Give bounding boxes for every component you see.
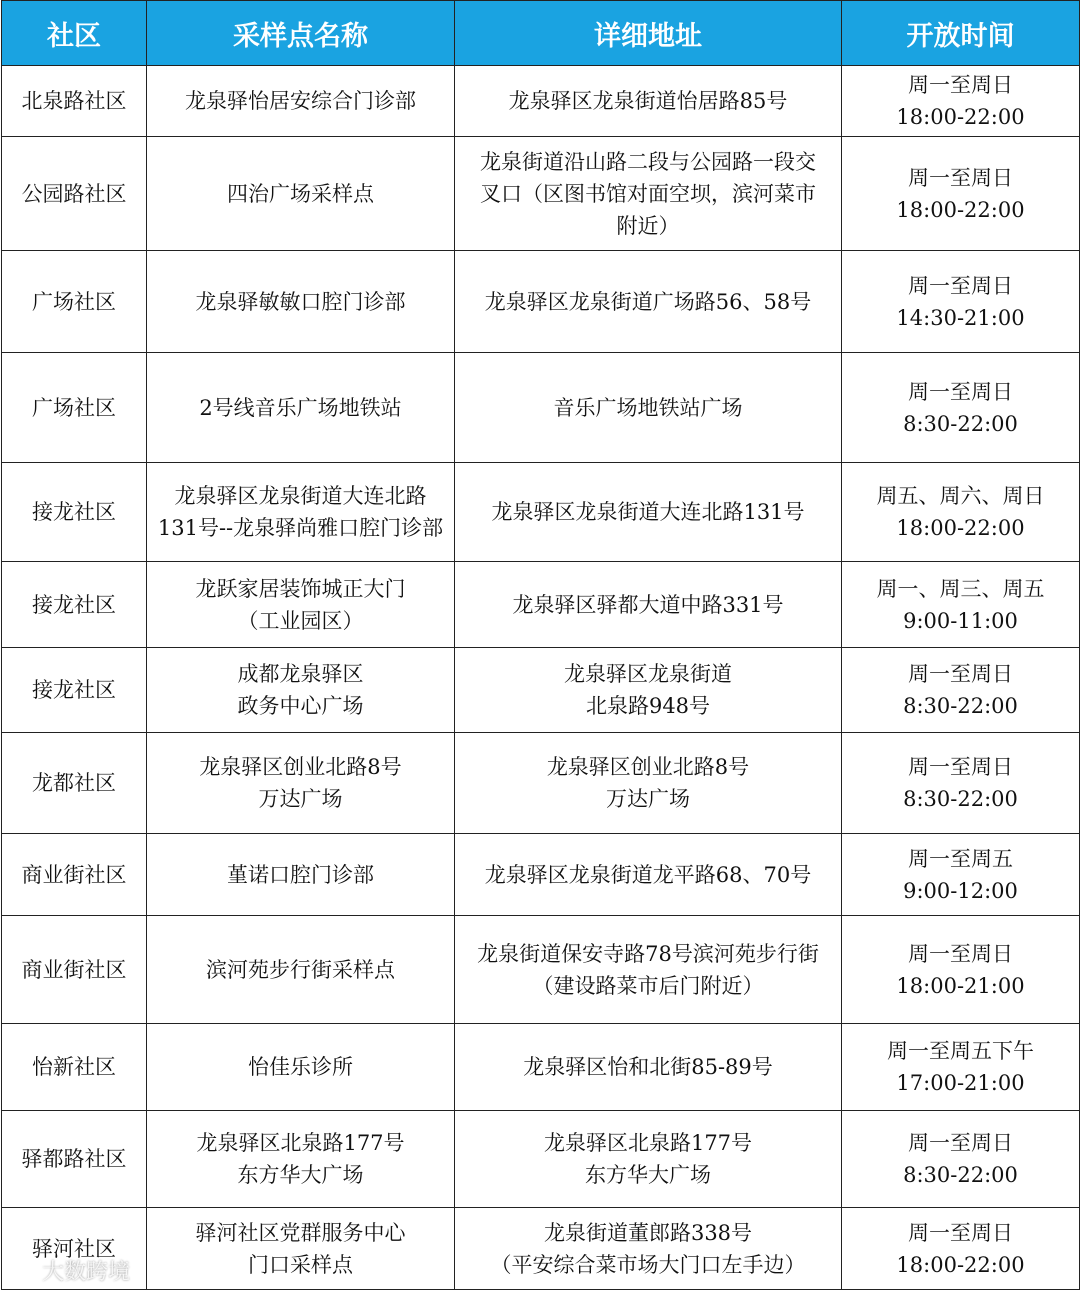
community-cell: 商业街社区 — [2, 834, 147, 916]
table-row — [2, 137, 1080, 251]
hours-cell: 周一至周日 18:00-22:00 — [842, 137, 1080, 251]
hours-cell: 周一至周日 8:30-22:00 — [842, 1111, 1080, 1208]
community-cell: 龙都社区 — [2, 733, 147, 834]
table-row — [2, 251, 1080, 353]
hours-cell: 周一至周五 9:00-12:00 — [842, 834, 1080, 916]
hours-cell: 周一至周日 8:30-22:00 — [842, 648, 1080, 733]
address-cell: 龙泉驿区龙泉街道广场路56、58号 — [455, 251, 842, 353]
address-cell: 龙泉驿区北泉路177号 东方华大广场 — [455, 1111, 842, 1208]
community-cell: 接龙社区 — [2, 562, 147, 648]
community-cell: 公园路社区 — [2, 137, 147, 251]
watermark — [8, 1255, 130, 1286]
table-row — [2, 648, 1080, 733]
address-cell: 龙泉驿区龙泉街道 北泉路948号 — [455, 648, 842, 733]
address-cell: 龙泉街道董郎路338号 （平安综合菜市场大门口左手边） — [455, 1208, 842, 1290]
hours-cell: 周一至周五下午 17:00-21:00 — [842, 1024, 1080, 1111]
hours-cell: 周一至周日 18:00-22:00 — [842, 66, 1080, 137]
hours-cell: 周一至周日 8:30-22:00 — [842, 733, 1080, 834]
community-cell: 广场社区 — [2, 353, 147, 463]
address-cell: 龙泉驿区怡和北街85-89号 — [455, 1024, 842, 1111]
community-cell: 怡新社区 — [2, 1024, 147, 1111]
hours-cell: 周一至周日 8:30-22:00 — [842, 353, 1080, 463]
address-cell: 龙泉街道沿山路二段与公园路一段交 叉口（区图书馆对面空坝，滨河菜市 附近） — [455, 137, 842, 251]
site-cell: 龙泉驿区创业北路8号 万达广场 — [147, 733, 455, 834]
site-cell: 堇诺口腔门诊部 — [147, 834, 455, 916]
watermark-text: 大数跨境 — [42, 1260, 131, 1285]
community-cell: 接龙社区 — [2, 648, 147, 733]
address-cell: 龙泉驿区龙泉街道大连北路131号 — [455, 463, 842, 562]
address-cell: 龙泉驿区龙泉街道怡居路85号 — [455, 66, 842, 137]
header-address: 详细地址 — [455, 1, 842, 66]
site-cell: 龙泉驿敏敏口腔门诊部 — [147, 251, 455, 353]
header-site-name: 采样点名称 — [147, 1, 455, 66]
table-row — [2, 733, 1080, 834]
table-row — [2, 463, 1080, 562]
hours-cell: 周一至周日 18:00-21:00 — [842, 916, 1080, 1024]
header-row — [2, 1, 1080, 66]
table-row — [2, 834, 1080, 916]
site-cell: 滨河苑步行街采样点 — [147, 916, 455, 1024]
community-cell: 驿都路社区 — [2, 1111, 147, 1208]
header-hours: 开放时间 — [842, 1, 1080, 66]
site-cell: 龙泉驿区北泉路177号 东方华大广场 — [147, 1111, 455, 1208]
table-row — [2, 916, 1080, 1024]
table-row — [2, 66, 1080, 137]
table-row — [2, 1111, 1080, 1208]
address-cell: 龙泉驿区驿都大道中路331号 — [455, 562, 842, 648]
site-cell: 怡佳乐诊所 — [147, 1024, 455, 1111]
community-cell: 驿河社区 — [2, 1208, 147, 1290]
hours-cell: 周五、周六、周日 18:00-22:00 — [842, 463, 1080, 562]
table-row — [2, 562, 1080, 648]
table-row — [2, 1208, 1080, 1290]
brand-logo-icon — [8, 1260, 38, 1282]
header-community: 社区 — [2, 1, 147, 66]
site-cell: 驿河社区党群服务中心 门口采样点 — [147, 1208, 455, 1290]
hours-cell: 周一、周三、周五 9:00-11:00 — [842, 562, 1080, 648]
site-cell: 龙泉驿区龙泉街道大连北路 131号--龙泉驿尚雅口腔门诊部 — [147, 463, 455, 562]
site-cell: 龙跃家居装饰城正大门 （工业园区） — [147, 562, 455, 648]
address-cell: 龙泉驿区创业北路8号 万达广场 — [455, 733, 842, 834]
community-cell: 北泉路社区 — [2, 66, 147, 137]
hours-cell: 周一至周日 14:30-21:00 — [842, 251, 1080, 353]
community-cell: 接龙社区 — [2, 463, 147, 562]
community-cell: 商业街社区 — [2, 916, 147, 1024]
sampling-sites-table — [1, 0, 1080, 1290]
table-row — [2, 1024, 1080, 1111]
table-row — [2, 353, 1080, 463]
community-cell: 广场社区 — [2, 251, 147, 353]
site-cell: 龙泉驿怡居安综合门诊部 — [147, 66, 455, 137]
site-cell: 2号线音乐广场地铁站 — [147, 353, 455, 463]
address-cell: 音乐广场地铁站广场 — [455, 353, 842, 463]
site-cell: 成都龙泉驿区 政务中心广场 — [147, 648, 455, 733]
hours-cell: 周一至周日 18:00-22:00 — [842, 1208, 1080, 1290]
site-cell: 四治广场采样点 — [147, 137, 455, 251]
address-cell: 龙泉街道保安寺路78号滨河苑步行街 （建设路菜市后门附近） — [455, 916, 842, 1024]
address-cell: 龙泉驿区龙泉街道龙平路68、70号 — [455, 834, 842, 916]
